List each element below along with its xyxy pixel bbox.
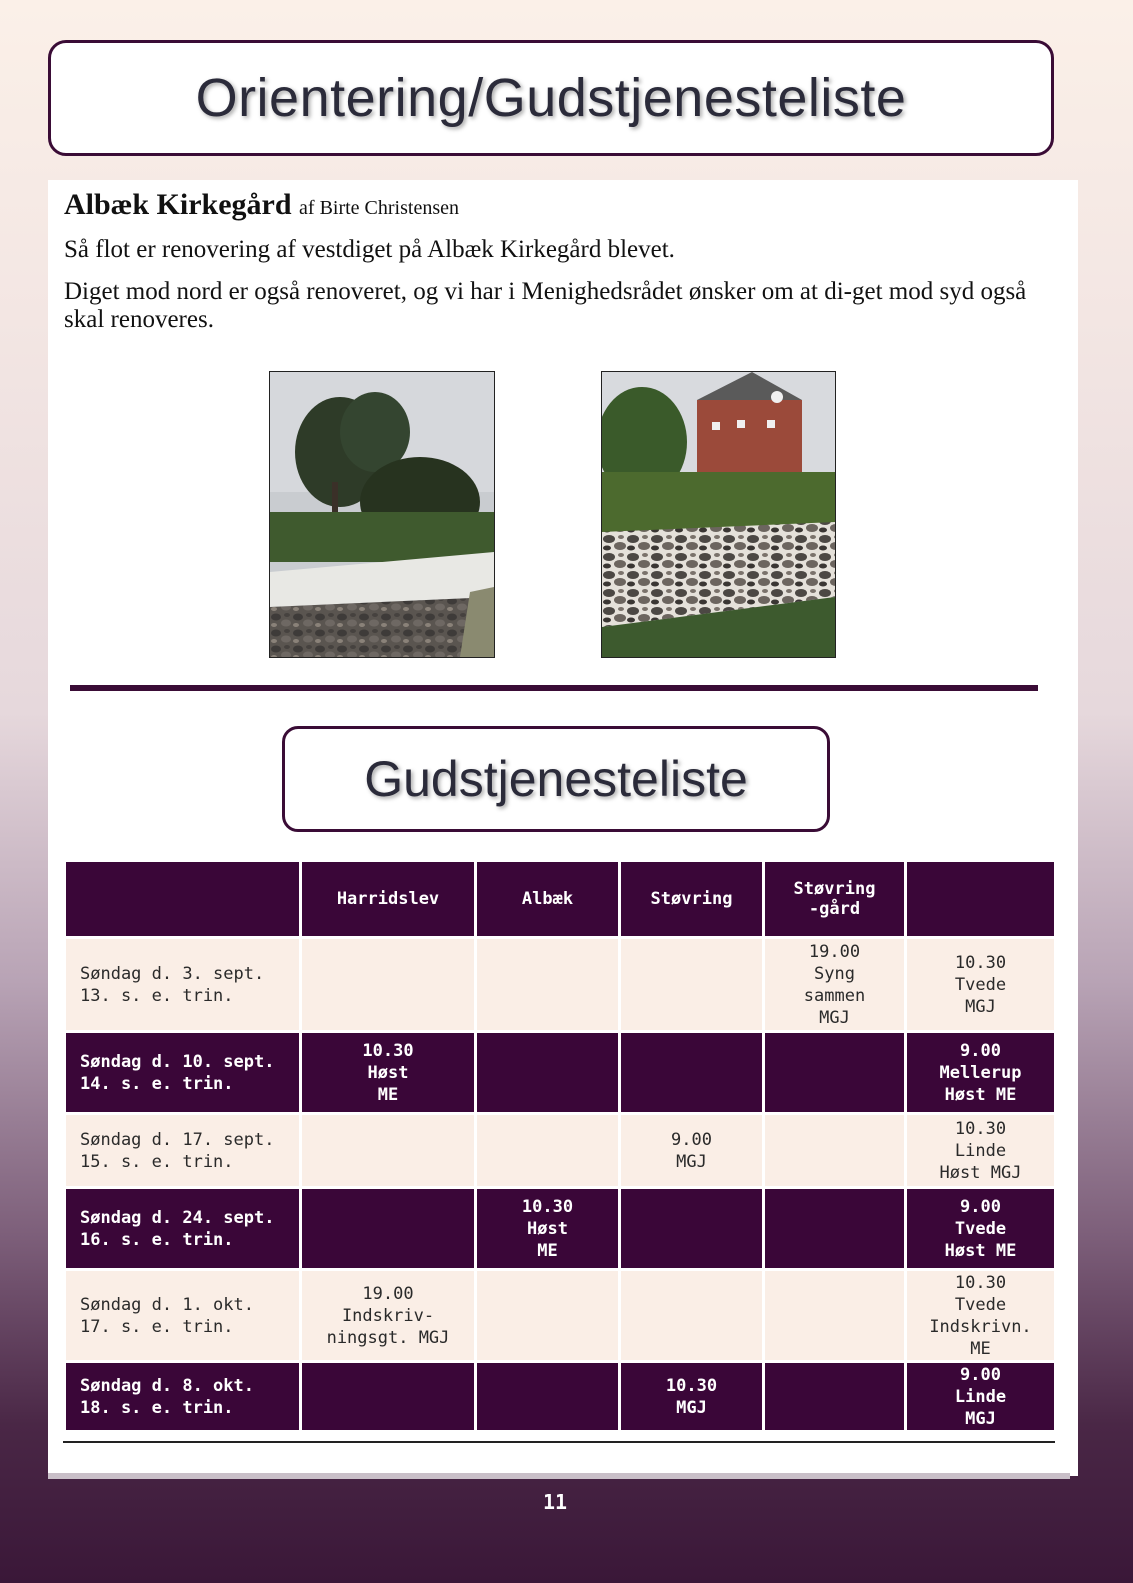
- table-bottom-rule: [63, 1441, 1055, 1443]
- service-cell: [477, 1033, 618, 1115]
- section-divider: [70, 685, 1038, 691]
- service-cell: [302, 1363, 474, 1433]
- service-cell: [302, 1189, 474, 1271]
- table-row: [66, 1271, 1054, 1363]
- photo-church-wall: [601, 371, 836, 658]
- table-row: [66, 1115, 1054, 1189]
- service-cell: [765, 1363, 904, 1433]
- service-cell: [621, 1189, 762, 1271]
- article-paragraph-1: Så flot er renovering af vestdiget på Albæk Kirkegård blevet.: [64, 236, 675, 263]
- service-cell: [621, 939, 762, 1033]
- service-cell: 9.00 Tvede Høst ME: [907, 1189, 1054, 1271]
- day-cell: Søndag d. 17. sept. 15. s. e. trin.: [66, 1115, 299, 1189]
- service-cell: [302, 939, 474, 1033]
- service-cell: 10.30 Høst ME: [302, 1033, 474, 1115]
- service-cell: [477, 939, 618, 1033]
- table-row: [66, 1363, 1054, 1433]
- service-schedule-table: [63, 862, 1057, 1433]
- header-albaek: Albæk: [477, 862, 618, 939]
- service-cell: [765, 1271, 904, 1363]
- service-cell: 10.30 Linde Høst MGJ: [907, 1115, 1054, 1189]
- day-cell: Søndag d. 24. sept. 16. s. e. trin.: [66, 1189, 299, 1271]
- service-cell: 19.00 Syng sammen MGJ: [765, 939, 904, 1033]
- service-cell: 9.00 MGJ: [621, 1115, 762, 1189]
- article-paragraph-2: Diget mod nord er også renoveret, og vi har i Menighedsrådet ønsker om at di-get mod syd også skal renoveres.: [64, 278, 1027, 333]
- service-cell: [477, 1363, 618, 1433]
- day-cell: Søndag d. 1. okt. 17. s. e. trin.: [66, 1271, 299, 1363]
- page-number: 11: [542, 1490, 568, 1514]
- service-cell: [302, 1115, 474, 1189]
- service-cell: [477, 1115, 618, 1189]
- service-cell: [477, 1271, 618, 1363]
- service-cell: 9.00 Mellerup Høst ME: [907, 1033, 1054, 1115]
- header-stovringgaard: Støvring-gård: [765, 862, 904, 939]
- service-cell: [765, 1033, 904, 1115]
- day-cell: Søndag d. 10. sept. 14. s. e. trin.: [66, 1033, 299, 1115]
- page-title-box: [48, 40, 1054, 156]
- header-day: [66, 862, 299, 939]
- table-row: [66, 1189, 1054, 1271]
- table-row: [66, 1033, 1054, 1115]
- day-cell: Søndag d. 8. okt. 18. s. e. trin.: [66, 1363, 299, 1433]
- service-cell: 19.00 Indskriv- ningsgt. MGJ: [302, 1271, 474, 1363]
- service-cell: 10.30 Høst ME: [477, 1189, 618, 1271]
- page-title: Orientering/Gudstjenesteliste: [195, 68, 907, 128]
- article: [64, 188, 1054, 334]
- day-cell: Søndag d. 3. sept. 13. s. e. trin.: [66, 939, 299, 1033]
- header-harridslev: Harridslev: [302, 862, 474, 939]
- schedule-title: Gudstjenesteliste: [364, 751, 748, 807]
- header-stovring: Støvring: [621, 862, 762, 939]
- schedule-title-box: [282, 726, 830, 832]
- table-header-row: [66, 862, 1054, 939]
- service-cell: 9.00 Linde MGJ: [907, 1363, 1054, 1433]
- header-other: [907, 862, 1054, 939]
- article-heading: Albæk Kirkegård: [64, 188, 292, 221]
- service-cell: [621, 1033, 762, 1115]
- footer-bar: [48, 1473, 1070, 1479]
- service-cell: [765, 1189, 904, 1271]
- service-cell: 10.30 MGJ: [621, 1363, 762, 1433]
- service-cell: [765, 1115, 904, 1189]
- article-byline: af Birte Christensen: [299, 197, 459, 219]
- photo-west-wall: [269, 371, 495, 658]
- service-cell: 10.30 Tvede Indskrivn. ME: [907, 1271, 1054, 1363]
- service-cell: 10.30 Tvede MGJ: [907, 939, 1054, 1033]
- table-row: [66, 939, 1054, 1033]
- service-cell: [621, 1271, 762, 1363]
